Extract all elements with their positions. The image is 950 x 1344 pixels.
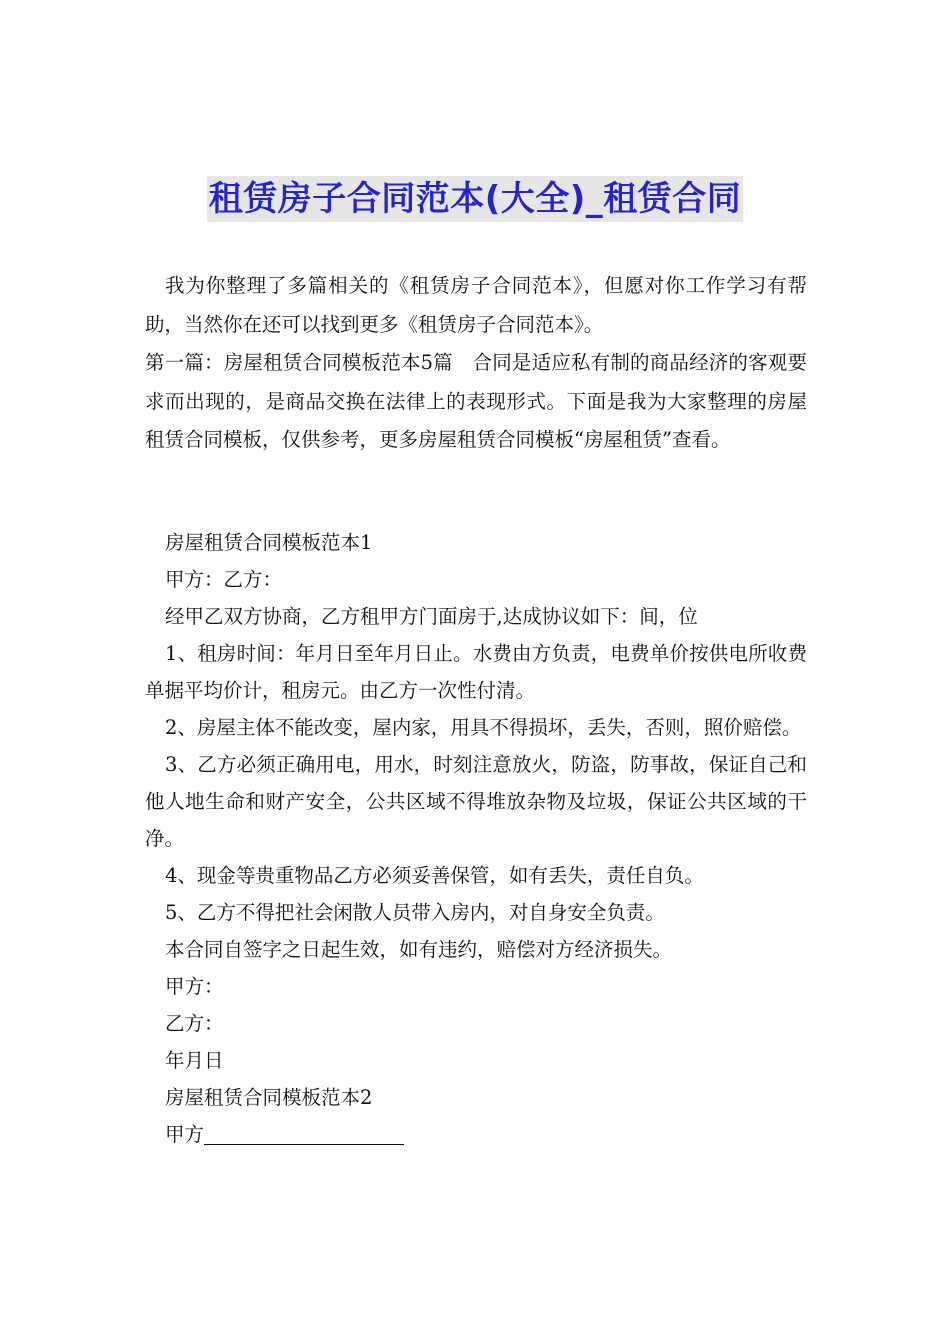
title-container bbox=[0, 176, 950, 222]
signature-date: 年月日 bbox=[165, 1049, 224, 1072]
contract-parties: 甲方：乙方： bbox=[165, 568, 283, 591]
contract-clause-1: 1、租房时间：年月日至年月日止。水费由方负责，电费单价按供电所收费单据平均价计，租房元。由乙方一次性付清。 bbox=[145, 642, 807, 702]
contract-clause-3: 3、乙方必须正确用电，用水，时刻注意放火，防盗，防事故，保证自己和他人地生命和财产安全，公共区域不得堆放杂物及垃圾，保证公共区域的干净。 bbox=[145, 753, 807, 850]
contract-clause-2: 2、房屋主体不能改变，屋内家，用具不得损坏，丢失，否则，照价赔偿。 bbox=[165, 716, 802, 739]
contract-heading-2: 房屋租赁合同模板范本2 bbox=[165, 1086, 373, 1109]
first-article-paragraph: 第一篇：房屋租赁合同模板范本5篇 合同是适应私有制的商品经济的客观要求而出现的，是商品交换在法律上的表现形式。下面是我为大家整理的房屋租赁合同模板，仅供参考，更多房屋租赁合同模板“房屋租赁”查看。 bbox=[145, 351, 807, 451]
contract-clause-4: 4、现金等贵重物品乙方必须妥善保管，如有丢失，责任自负。 bbox=[165, 864, 704, 887]
contract-clause-5: 5、乙方不得把社会闲散人员带入房内，对自身安全负责。 bbox=[165, 901, 665, 924]
party-a-label: 甲方 bbox=[165, 1123, 205, 1146]
signature-party-a: 甲方： bbox=[165, 975, 224, 998]
intro-section bbox=[145, 267, 807, 460]
contract-section bbox=[145, 524, 807, 1153]
party-a-line bbox=[145, 1116, 807, 1153]
signature-party-b: 乙方： bbox=[165, 1012, 224, 1035]
party-a-blank-underline bbox=[204, 1122, 404, 1145]
intro-paragraph: 我为你整理了多篇相关的《租赁房子合同范本》，但愿对你工作学习有帮助，当然你在还可以找到更多《租赁房子合同范本》。 bbox=[145, 274, 807, 336]
document-title: 租赁房子合同范本(大全)_租赁合同 bbox=[207, 176, 744, 222]
contract-effective: 本合同自签字之日起生效，如有违约，赔偿对方经济损失。 bbox=[165, 938, 673, 961]
contract-agreement: 经甲乙双方协商，乙方租甲方门面房于,达成协议如下：间，位 bbox=[165, 605, 698, 628]
contract-heading-1: 房屋租赁合同模板范本1 bbox=[165, 531, 373, 554]
